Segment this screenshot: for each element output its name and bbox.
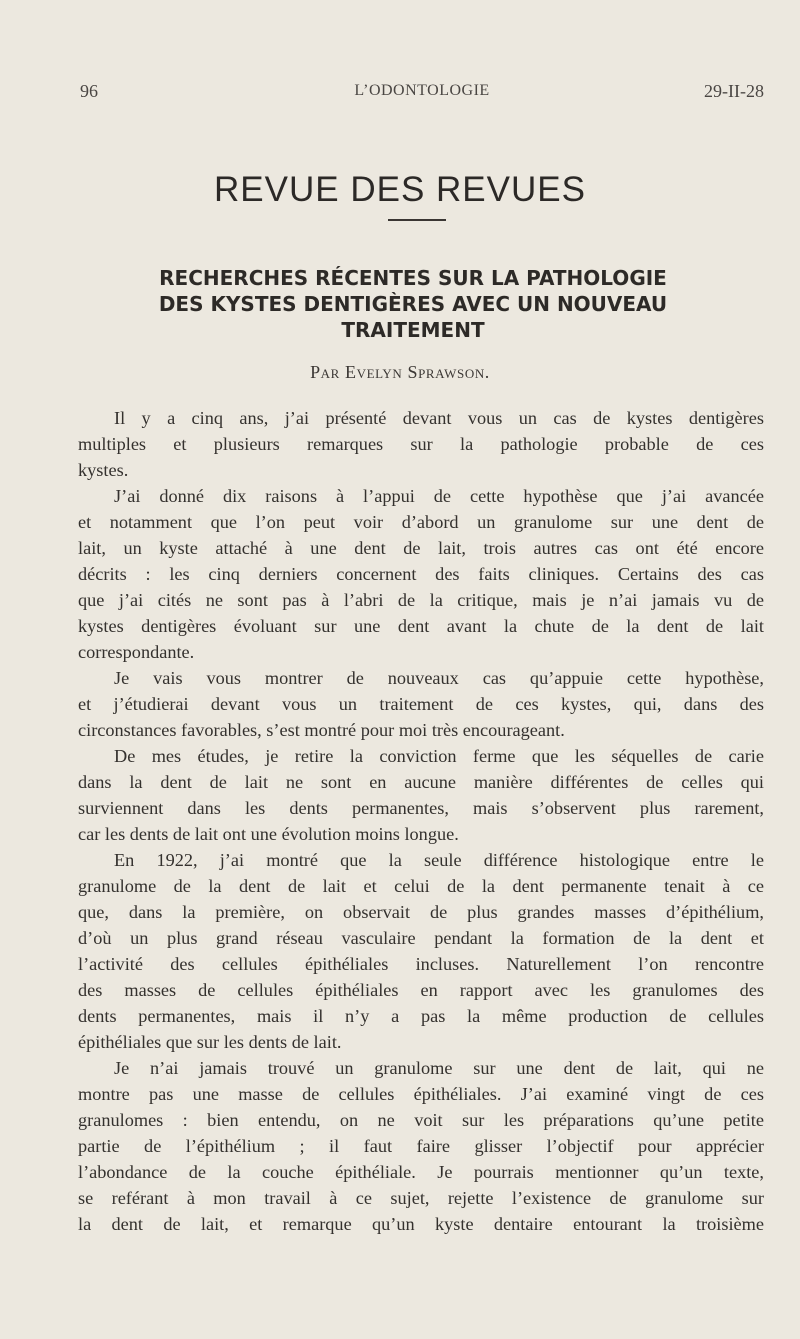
section-title: REVUE DES REVUES: [214, 170, 586, 209]
body-line: que, dans la première, on observait de plus grandes masses d’épithélium,: [78, 902, 764, 922]
article-title: [92, 265, 734, 343]
body-line: correspondante.: [78, 642, 195, 662]
body-line: Je n’ai jamais trouvé un granulome sur une dent de lait, qui ne: [114, 1058, 764, 1078]
body-line: décrits : les cinq derniers concernent des faits cliniques. Certains des cas: [78, 564, 764, 584]
article-byline: Par Evelyn Sprawson.: [310, 362, 490, 382]
body-line: dents permanentes, mais il n’y a pas la même production de cellules: [78, 1006, 764, 1026]
body-line: car les dents de lait ont une évolution moins longue.: [78, 824, 459, 844]
body-line: J’ai donné dix raisons à l’appui de cette hypothèse que j’ai avancée: [114, 486, 764, 506]
body-line: d’où un plus grand réseau vasculaire pendant la formation de la dent et: [78, 928, 764, 948]
page-number: 96: [80, 81, 98, 101]
body-line: épithéliales que sur les dents de lait.: [78, 1032, 342, 1052]
running-head: [80, 79, 764, 103]
body-line: dans la dent de lait ne sont en aucune manière différentes de celles qui: [78, 772, 764, 792]
article-title-line: DES KYSTES DENTIGÈRES AVEC UN NOUVEAU: [158, 292, 668, 316]
body-line: Je vais vous montrer de nouveaux cas qu’appuie cette hypothèse,: [114, 668, 764, 688]
body-line: l’activité des cellules épithéliales incluses. Naturellement l’on rencontre: [78, 954, 764, 974]
body-line: la dent de lait, et remarque qu’un kyste dentaire entourant la troisième: [78, 1214, 764, 1234]
body-line: De mes études, je retire la conviction ferme que les séquelles de carie: [114, 746, 764, 766]
body-line: Il y a cinq ans, j’ai présenté devant vous un cas de kystes dentigères: [114, 408, 764, 428]
body-line: surviennent dans les dents permanentes, mais s’observent plus rarement,: [78, 798, 764, 818]
article-title-line: RECHERCHES RÉCENTES SUR LA PATHOLOGIE: [159, 266, 667, 290]
body-line: partie de l’épithélium ; il faut faire glisser l’objectif pour apprécier: [78, 1136, 764, 1156]
body-line: granulomes : bien entendu, on ne voit sur les préparations qu’une petite: [78, 1110, 764, 1130]
body-line: que j’ai cités ne sont pas à l’abri de la critique, mais je n’ai jamais vu de: [78, 590, 764, 610]
body-line: l’abondance de la couche épithéliale. Je pourrais mentionner qu’un texte,: [78, 1162, 764, 1182]
article-body: [78, 405, 764, 1237]
body-line: montre pas une masse de cellules épithéliales. J’ai examiné vingt de ces: [78, 1084, 764, 1104]
body-line: lait, un kyste attaché à une dent de lait, trois autres cas ont été encore: [78, 538, 764, 558]
body-line: kystes dentigères évoluant sur une dent avant la chute de la dent de lait: [78, 616, 764, 636]
body-line: granulome de la dent de lait et celui de la dent permanente tenait à ce: [78, 876, 764, 896]
body-line: et notamment que l’on peut voir d’abord un granulome sur une dent de: [78, 512, 764, 532]
body-line: et j’étudierai devant vous un traitement de ces kystes, qui, dans des: [78, 694, 764, 714]
body-line: des masses de cellules épithéliales en rapport avec les granulomes des: [78, 980, 764, 1000]
body-line: multiples et plusieurs remarques sur la pathologie probable de ces: [78, 434, 764, 454]
issue-date: 29-II-28: [704, 81, 764, 101]
article-title-line: TRAITEMENT: [341, 318, 485, 342]
journal-name: L’ODONTOLOGIE: [354, 82, 490, 99]
body-line: En 1922, j’ai montré que la seule différence histologique entre le: [114, 850, 764, 870]
body-line: kystes.: [78, 460, 129, 480]
body-line: se reférant à mon travail à ce sujet, rejette l’existence de granulome sur: [78, 1188, 764, 1208]
section-divider: [388, 219, 446, 221]
body-line: circonstances favorables, s’est montré pour moi très encourageant.: [78, 720, 565, 740]
